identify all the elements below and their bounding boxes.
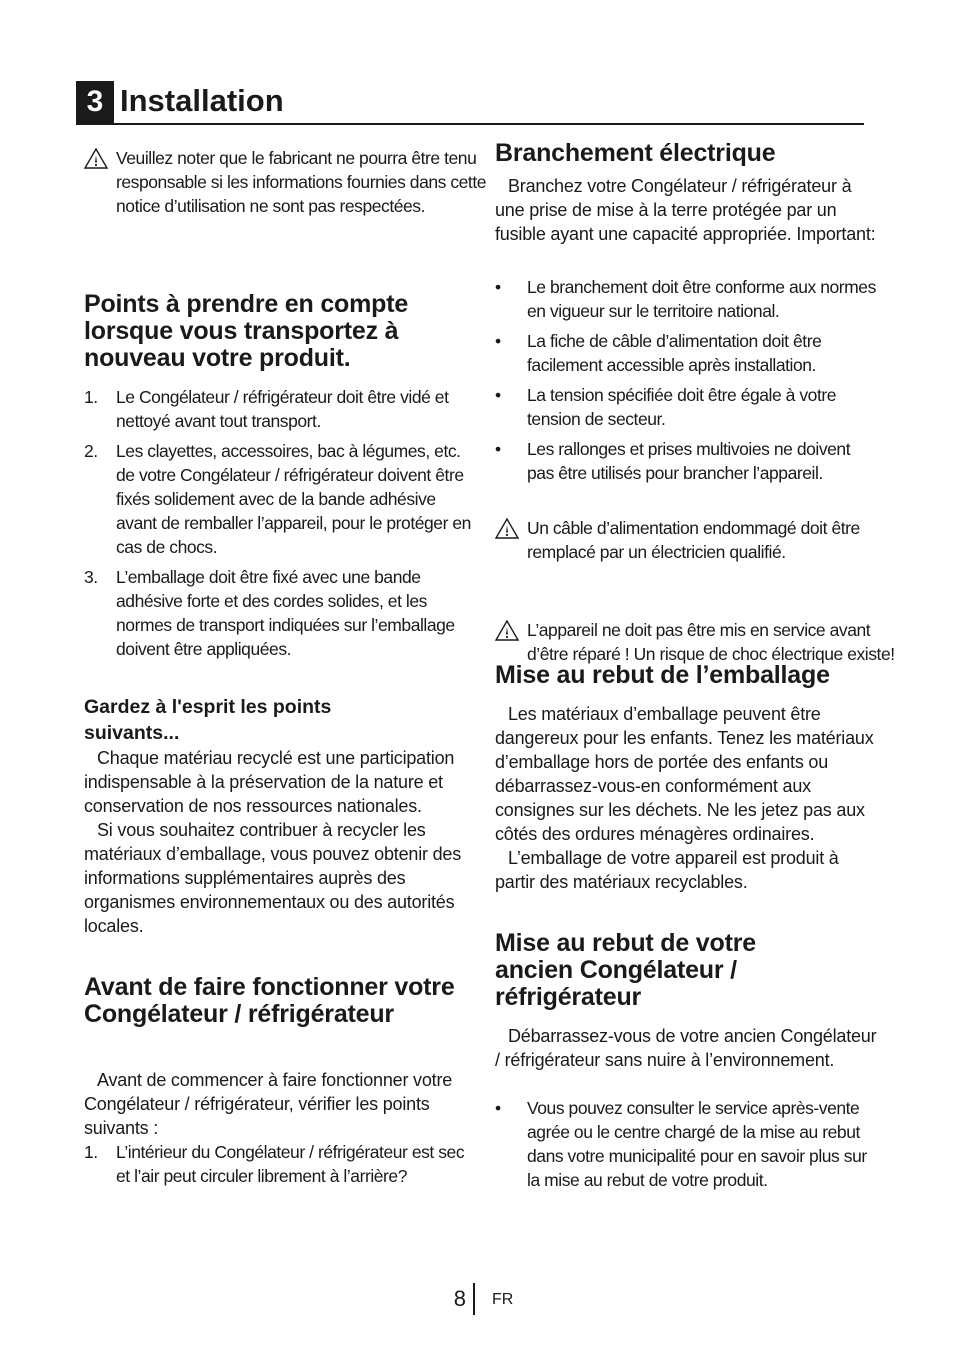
list-item bbox=[84, 1140, 476, 1188]
list-item-text: La tension spécifiée doit être égale à votre tension de secteur. bbox=[527, 385, 837, 429]
electric-intro: Branchez votre Congélateur / réfrigérateur à une prise de mise à la terre protégée par un fusible ayant une capacité appropriée. Important: bbox=[495, 176, 876, 244]
footer-divider bbox=[473, 1283, 475, 1315]
list-item-text: Les rallonges et prises multivoies ne doivent pas être utilisés pour brancher l’appareil. bbox=[527, 439, 851, 483]
list-item bbox=[495, 1096, 880, 1192]
list-item-text: La fiche de câble d’alimentation doit être facilement accessible après installation. bbox=[527, 331, 822, 375]
warning-text: Un câble d’alimentation endommagé doit être remplacé par un électricien qualifié. bbox=[527, 518, 860, 562]
bullet: • bbox=[495, 331, 501, 351]
bullet: • bbox=[495, 385, 501, 405]
disposal-intro: Débarrassez-vous de votre ancien Congélateur / réfrigérateur sans nuire à l’environnement. bbox=[495, 1026, 877, 1070]
list-marker: 1. bbox=[84, 1142, 98, 1162]
language-code: FR bbox=[492, 1291, 514, 1308]
before-use-list bbox=[84, 1140, 476, 1194]
recycle-paragraph-1: Chaque matériau recyclé est une participation indispensable à la préservation de la nature et conservation de nos ressources nationales. bbox=[84, 748, 455, 816]
list-item-text: Le branchement doit être conforme aux normes en vigueur sur le territoire national. bbox=[527, 277, 876, 321]
chapter-title: Installation bbox=[120, 83, 284, 118]
right-column bbox=[495, 0, 895, 1190]
recycle-heading: Gardez à l'esprit les points suivants... bbox=[84, 696, 332, 744]
cable-warning bbox=[495, 516, 912, 564]
packaging-heading: Mise au rebut de l’emballage bbox=[495, 661, 830, 689]
list-item bbox=[84, 385, 476, 433]
warning-notice bbox=[84, 146, 496, 218]
list-marker: 3. bbox=[84, 567, 98, 587]
list-item-text: L’emballage doit être fixé avec une bande adhésive forte et des cordes solides, et les normes de transport indiquées sur l’emballage doivent être appliquées. bbox=[116, 567, 455, 659]
warning-text: Veuillez noter que le fabricant ne pourra être tenu responsable si les informations fournies dans cette notice d’utilisation ne sont pas respectées. bbox=[116, 148, 487, 216]
recycle-text bbox=[84, 746, 476, 938]
bullet: • bbox=[495, 277, 501, 297]
warning-icon bbox=[84, 148, 108, 169]
packaging-paragraph-1: Les matériaux d’emballage peuvent être dangereux pour les enfants. Tenez les matériaux d’emballage hors de portée des enfants ou débarrassez-vous-en conformément aux consignes sur les déchets. Ne les jetez pas aux côtés des ordures ménagères ordinaires. bbox=[495, 704, 874, 844]
list-item-text: Vous pouvez consulter le service après-vente agrée ou le centre chargé de la mise au rebut dans votre municipalité pour en savoir plus sur la mise au rebut de votre produit. bbox=[527, 1098, 867, 1190]
list-item-text: L’intérieur du Congélateur / réfrigérateur est sec et l’air peut circuler librement à l’arrière? bbox=[116, 1142, 465, 1186]
electric-list bbox=[495, 275, 880, 491]
disposal-heading: Mise au rebut de votre ancien Congélateur / réfrigérateur bbox=[495, 929, 756, 1011]
list-item bbox=[495, 329, 880, 377]
list-item bbox=[495, 437, 880, 485]
transport-heading: Points à prendre en compte lorsque vous transportez à nouveau votre produit. bbox=[84, 290, 409, 372]
warning-icon bbox=[495, 620, 519, 641]
shock-warning bbox=[495, 618, 912, 666]
list-item bbox=[84, 565, 476, 661]
warning-text: L’appareil ne doit pas être mis en service avant d’être réparé ! Un risque de choc électrique existe! bbox=[527, 620, 895, 664]
disposal-list bbox=[495, 1096, 880, 1198]
list-item bbox=[495, 275, 880, 323]
page-number: 8 bbox=[453, 1286, 466, 1311]
list-item-text: Le Congélateur / réfrigérateur doit être vidé et nettoyé avant tout transport. bbox=[116, 387, 449, 431]
warning-icon bbox=[495, 518, 519, 539]
transport-list bbox=[84, 385, 476, 667]
packaging-text bbox=[495, 702, 880, 894]
bullet: • bbox=[495, 1098, 501, 1118]
before-use-intro: Avant de commencer à faire fonctionner votre Congélateur / réfrigérateur, vérifier les points suivants : bbox=[84, 1070, 453, 1138]
list-item-text: Les clayettes, accessoires, bac à légumes, etc. de votre Congélateur / réfrigérateur doivent être fixés solidement avec de la bande adhésive avant de remballer l’appareil, pour le protéger en cas de chocs. bbox=[116, 441, 471, 557]
recycle-paragraph-2: Si vous souhaitez contribuer à recycler les matériaux d’emballage, vous pouvez obtenir des informations supplémentaires auprès des organismes environnementaux ou des autorités locales. bbox=[84, 820, 462, 936]
bullet: • bbox=[495, 439, 501, 459]
list-marker: 2. bbox=[84, 441, 98, 461]
chapter-number: 3 bbox=[76, 81, 114, 123]
list-marker: 1. bbox=[84, 387, 98, 407]
packaging-paragraph-2: L’emballage de votre appareil est produit à partir des matériaux recyclables. bbox=[495, 848, 839, 892]
electric-heading: Branchement électrique bbox=[495, 139, 776, 167]
before-use-heading: Avant de faire fonctionner votre Congélateur / réfrigérateur bbox=[84, 973, 455, 1028]
list-item bbox=[84, 439, 476, 559]
list-item bbox=[495, 383, 880, 431]
